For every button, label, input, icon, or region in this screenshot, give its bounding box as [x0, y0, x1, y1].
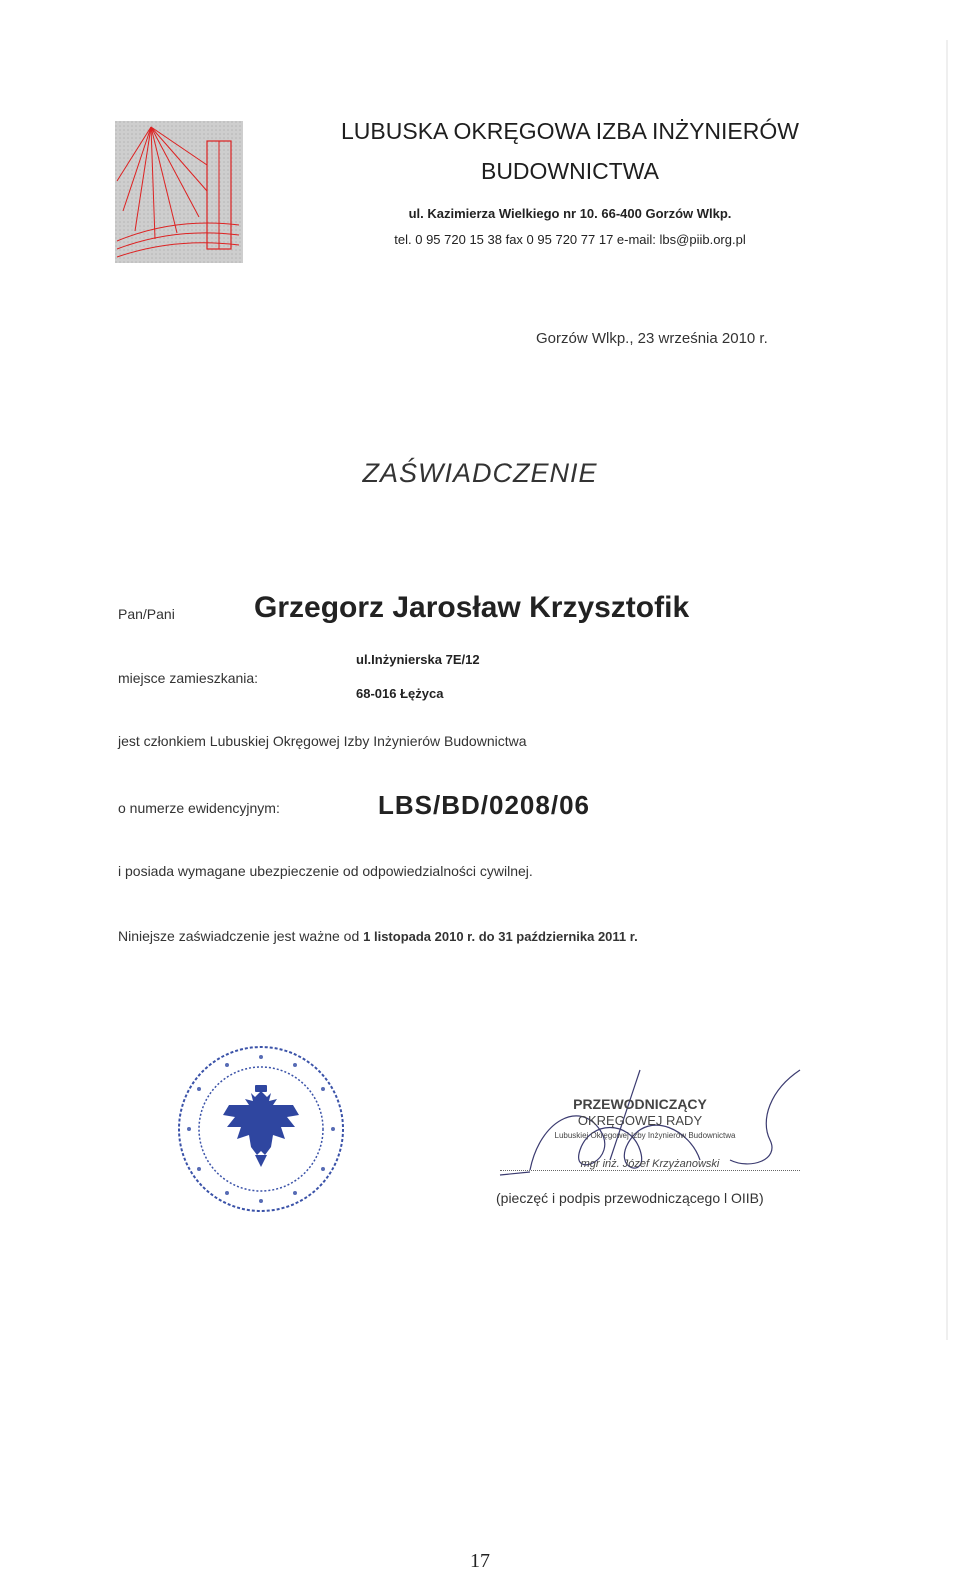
recipient-name: Grzegorz Jarosław Krzysztofik: [254, 591, 690, 624]
page-number: 17: [470, 1550, 490, 1572]
official-seal-eagle-icon: [175, 1043, 347, 1215]
org-name-line2: BUDOWNICTWA: [480, 158, 659, 184]
stamp-chamber: Lubuskiej Okręgowej Izby Inżynierów Budownictwa: [554, 1131, 736, 1140]
document-title: ZAŚWIADCZENIE: [362, 458, 598, 488]
stamp-signatory: mgr inż. Józef Krzyżanowski: [500, 1158, 800, 1171]
membership-statement: jest członkiem Lubuskiej Okręgowej Izby Inżynierów Budownictwa: [118, 733, 527, 749]
org-address: ul. Kazimierza Wielkiego nr 10. 66-400 Gorzów Wlkp.: [408, 206, 732, 221]
chamber-logo: [115, 121, 243, 263]
address-label: miejsce zamieszkania:: [118, 670, 259, 686]
issue-date: Gorzów Wlkp., 23 września 2010 r.: [536, 330, 768, 347]
stamp-title: PRZEWODNICZĄCY: [573, 1096, 707, 1112]
org-name-line1: LUBUSKA OKRĘGOWA IZBA INŻYNIERÓW: [341, 118, 799, 144]
address-line-1: ul.Inżynierska 7E/12: [356, 652, 480, 667]
signature-caption: (pieczęć i podpis przewodniczącego l OIIB): [496, 1190, 764, 1206]
registration-number: LBS/BD/0208/06: [378, 790, 590, 820]
validity-period: 1 listopada 2010 r. do 31 października 2011 r.: [363, 929, 638, 944]
scan-edge: [946, 40, 948, 1340]
address-line-2: 68-016 Łężyca: [356, 686, 444, 701]
stamp-council: OKRĘGOWEJ RADY: [577, 1113, 703, 1128]
recipient-label: Pan/Pani: [118, 606, 175, 622]
validity-statement: [118, 928, 638, 944]
insurance-statement: i posiada wymagane ubezpieczenie od odpowiedzialności cywilnej.: [118, 863, 533, 879]
validity-prefix: Niniejsze zaświadczenie jest ważne od: [118, 928, 364, 944]
org-contact: tel. 0 95 720 15 38 fax 0 95 720 77 17 e-mail: lbs@piib.org.pl: [394, 232, 746, 247]
registration-label: o numerze ewidencyjnym:: [118, 800, 280, 816]
